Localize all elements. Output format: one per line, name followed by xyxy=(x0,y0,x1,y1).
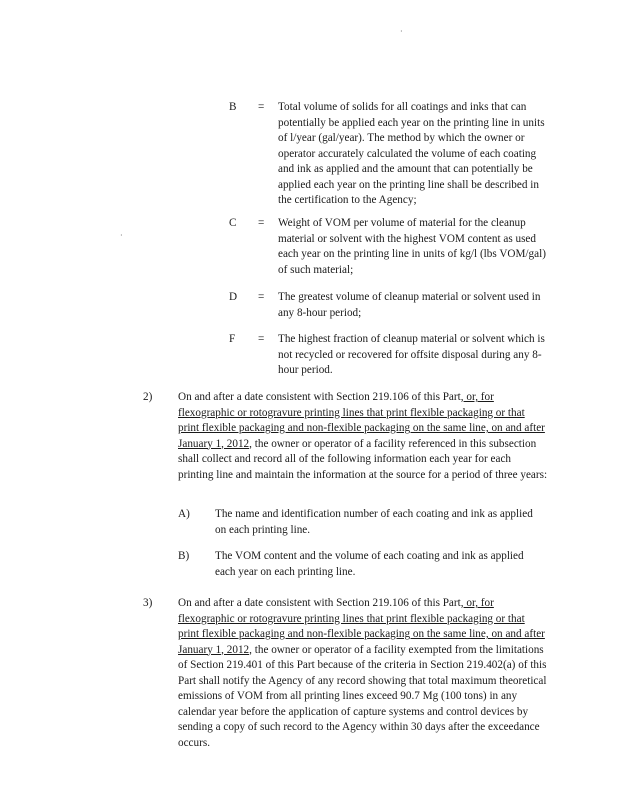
scan-speck: · xyxy=(400,27,403,36)
list-item-text: The name and identification number of each coating and ink as applied on each printing line. xyxy=(215,508,533,536)
paragraph-text-part: On and after a date consistent with Section 219.106 of this Part, xyxy=(178,391,464,403)
item-label: C xyxy=(229,217,237,229)
paragraph-number: 3) xyxy=(143,597,153,609)
amendment-underlined-text: or, for flexographic or rotogravure printing lines that print flexible packaging or that print flexible packaging and non-flexible packaging on the same line, on and after January 1, 2012, xyxy=(178,391,545,450)
item-label: F xyxy=(229,333,236,345)
item-operator: = xyxy=(258,101,265,113)
list-item-label: B) xyxy=(178,550,190,562)
item-operator: = xyxy=(258,291,265,303)
paragraph-text xyxy=(178,390,548,483)
item-operator: = xyxy=(258,333,265,345)
amendment-underlined-text: or, for flexographic or rotogravure printing lines that print flexible packaging or that print flexible packaging and non-flexible packaging on the same line, on and after January 1, 2012, xyxy=(178,597,545,656)
item-operator: = xyxy=(258,217,265,229)
list-item-text: The VOM content and the volume of each coating and ink as applied each year on each printing line. xyxy=(215,550,524,578)
item-text: The greatest volume of cleanup material or solvent used in any 8-hour period; xyxy=(278,291,541,319)
scan-speck: · xyxy=(120,231,123,240)
paragraph-text xyxy=(178,596,548,751)
paragraph-text-part: the owner or operator of a facility referenced in this subsection shall collect and record all of the following information each year for each printing line and maintain the information at the source for a period of three years: xyxy=(178,437,548,481)
paragraph-text-part: On and after a date consistent with Section 219.106 of this Part, xyxy=(178,597,464,609)
list-item-label: A) xyxy=(178,508,190,520)
paragraph-text-part: the owner or operator of a facility exempted from the limitations of Section 219.401 of this Part because of the criteria in Section 219.402(a) of this Part shall notify the Agency of any record showing that total maximum theoretical emissions of VOM from all printing lines exceed 90.7 Mg (100 tons) in any calendar year before the application of capture systems and control devices by sending a copy of such record to the Agency within 30 days after the exceedance occurs. xyxy=(178,643,547,749)
item-label: D xyxy=(229,291,238,303)
paragraph-number: 2) xyxy=(143,391,153,403)
item-label: B xyxy=(229,101,237,113)
item-text: Weight of VOM per volume of material for the cleanup material or solvent with the highest VOM content as used each year on the printing line in units of kg/l (lbs VOM/gal) of such material; xyxy=(278,217,546,276)
item-text: Total volume of solids for all coatings and inks that can potentially be applied each year on the printing line in units of l/year (gal/year). The method by which the owner or operator accurately calculated the volume of each coating and ink as applied and the amount that can potentially be applied each year on the printing line shall be described in the certification to the Agency; xyxy=(278,101,545,206)
item-text: The highest fraction of cleanup material or solvent which is not recycled or recovered for offsite disposal during any 8-hour period. xyxy=(278,333,545,376)
